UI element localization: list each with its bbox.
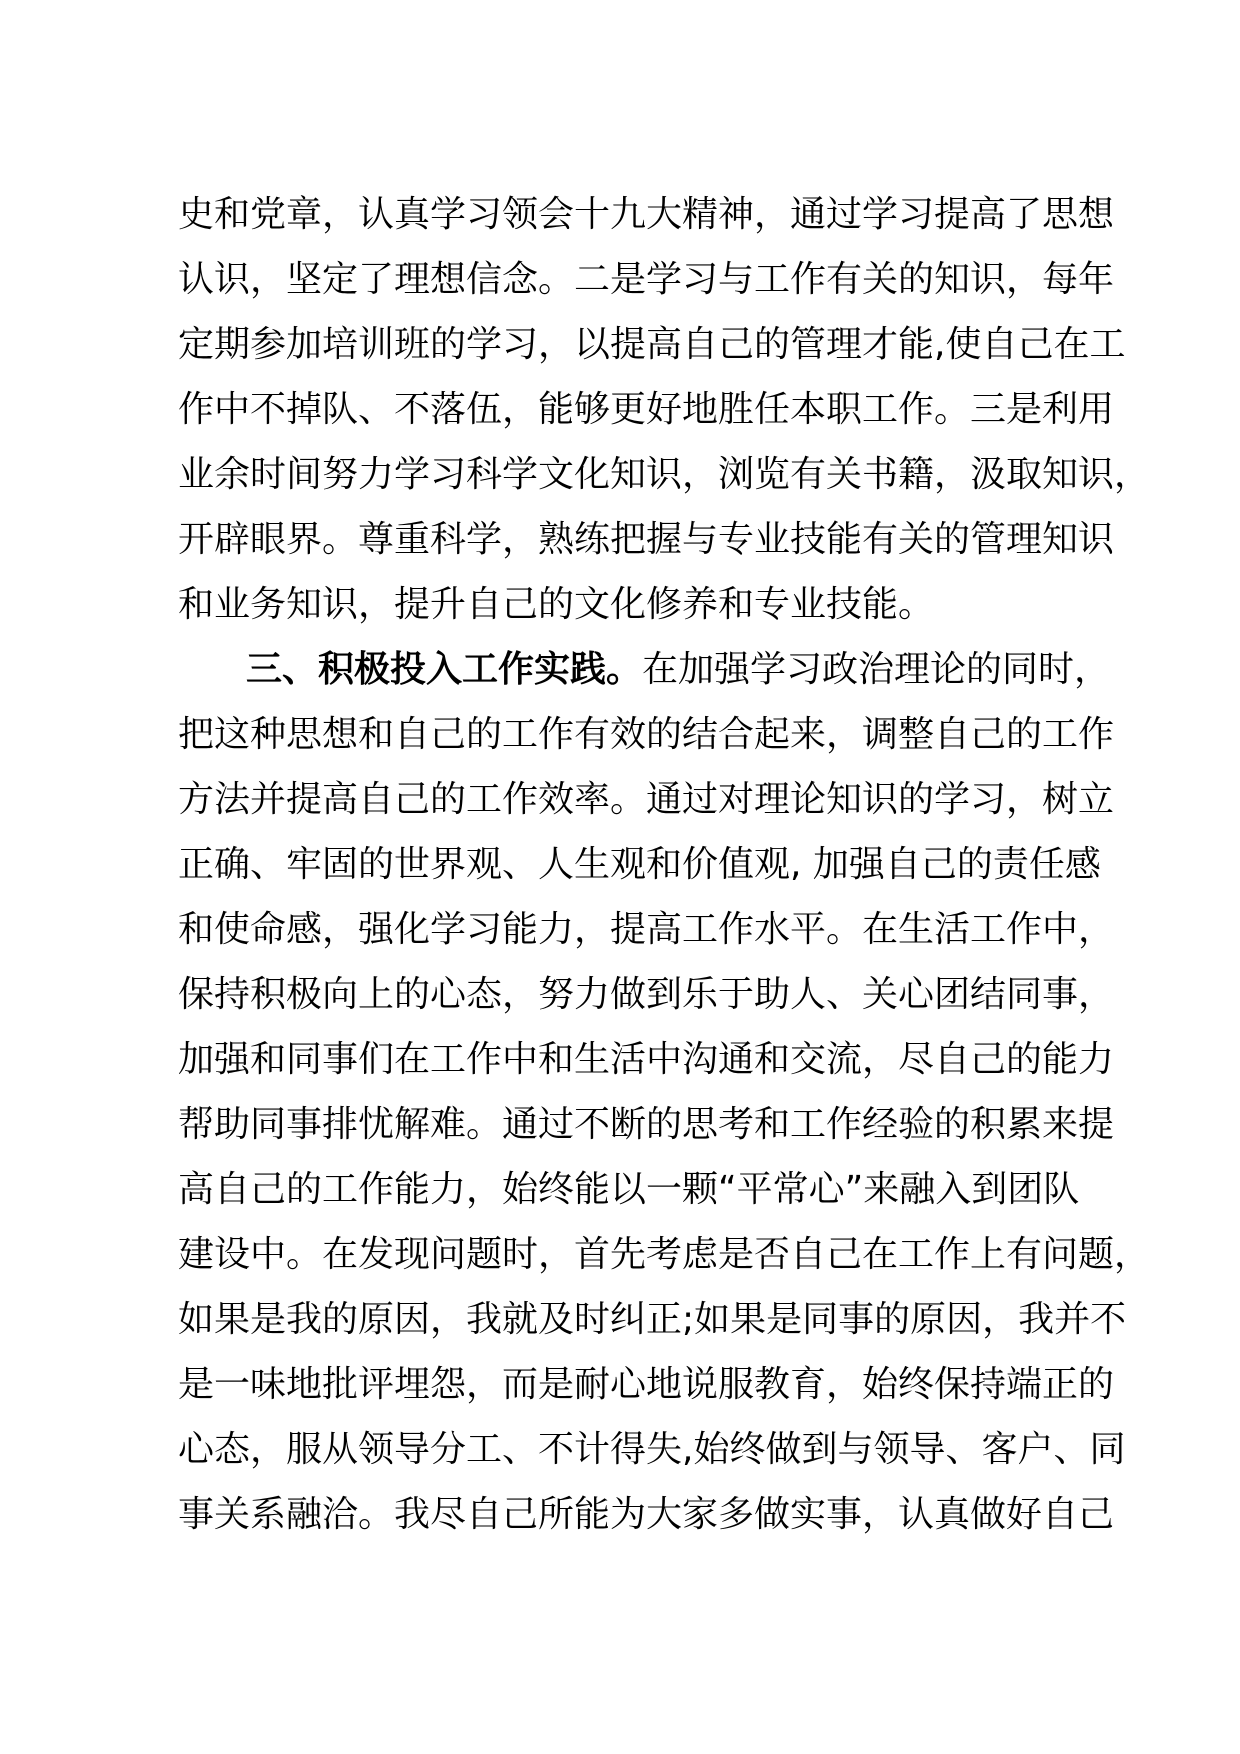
text-line: 加强和同事们在工作中和生活中沟通和交流，尽自己的能力 <box>178 1039 1115 1080</box>
text-line: 建设中。在发现问题时，首先考虑是否自己在工作上有问题， <box>178 1234 1151 1275</box>
text-line: 帮助同事排忧解难。通过不断的思考和工作经验的积累来提 <box>178 1104 1115 1145</box>
text-line: 和使命感，强化学习能力，提高工作水平。在生活工作中， <box>178 909 1115 950</box>
text-line: 认识，坚定了理想信念。二是学习与工作有关的知识，每年 <box>178 259 1115 300</box>
section-heading: 三、积极投入工作实践。 <box>246 649 643 690</box>
text-line: 事关系融洽。我尽自己所能为大家多做实事，认真做好自己 <box>178 1494 1115 1535</box>
text-line: 如果是我的原因，我就及时纠正;如果是同事的原因，我并不 <box>178 1299 1127 1340</box>
section-heading-rest: 在加强学习政治理论的同时， <box>642 649 1111 690</box>
text-line: 史和党章，认真学习领会十九大精神，通过学习提高了思想 <box>178 194 1115 235</box>
paragraph-work-practice <box>178 637 1151 1547</box>
text-line: 业余时间努力学习科学文化知识，浏览有关书籍，汲取知识， <box>178 454 1151 495</box>
text-line: 是一味地批评埋怨，而是耐心地说服教育，始终保持端正的 <box>178 1364 1115 1405</box>
text-line: 作中不掉队、不落伍，能够更好地胜任本职工作。三是利用 <box>178 389 1115 430</box>
text-line: 把这种思想和自己的工作有效的结合起来，调整自己的工作 <box>178 714 1115 755</box>
text-line: 高自己的工作能力，始终能以一颗“平常心”来融入到团队 <box>178 1169 1080 1210</box>
text-line-first <box>178 637 1111 702</box>
text-line: 保持积极向上的心态，努力做到乐于助人、关心团结同事， <box>178 974 1115 1015</box>
text-line: 定期参加培训班的学习，以提高自己的管理才能,使自己在工 <box>178 324 1126 365</box>
text-line: 方法并提高自己的工作效率。通过对理论知识的学习，树立 <box>178 779 1115 820</box>
text-line: 开辟眼界。尊重科学，熟练把握与专业技能有关的管理知识 <box>178 519 1115 560</box>
paragraph-study <box>178 182 1151 637</box>
text-line: 心态，服从领导分工、不计得失,始终做到与领导、客户、同 <box>178 1429 1126 1470</box>
text-line: 正确、牢固的世界观、人生观和价值观, 加强自己的责任感 <box>178 844 1101 885</box>
document-body <box>178 182 1151 1547</box>
text-line: 和业务知识，提升自己的文化修养和专业技能。 <box>178 584 935 625</box>
